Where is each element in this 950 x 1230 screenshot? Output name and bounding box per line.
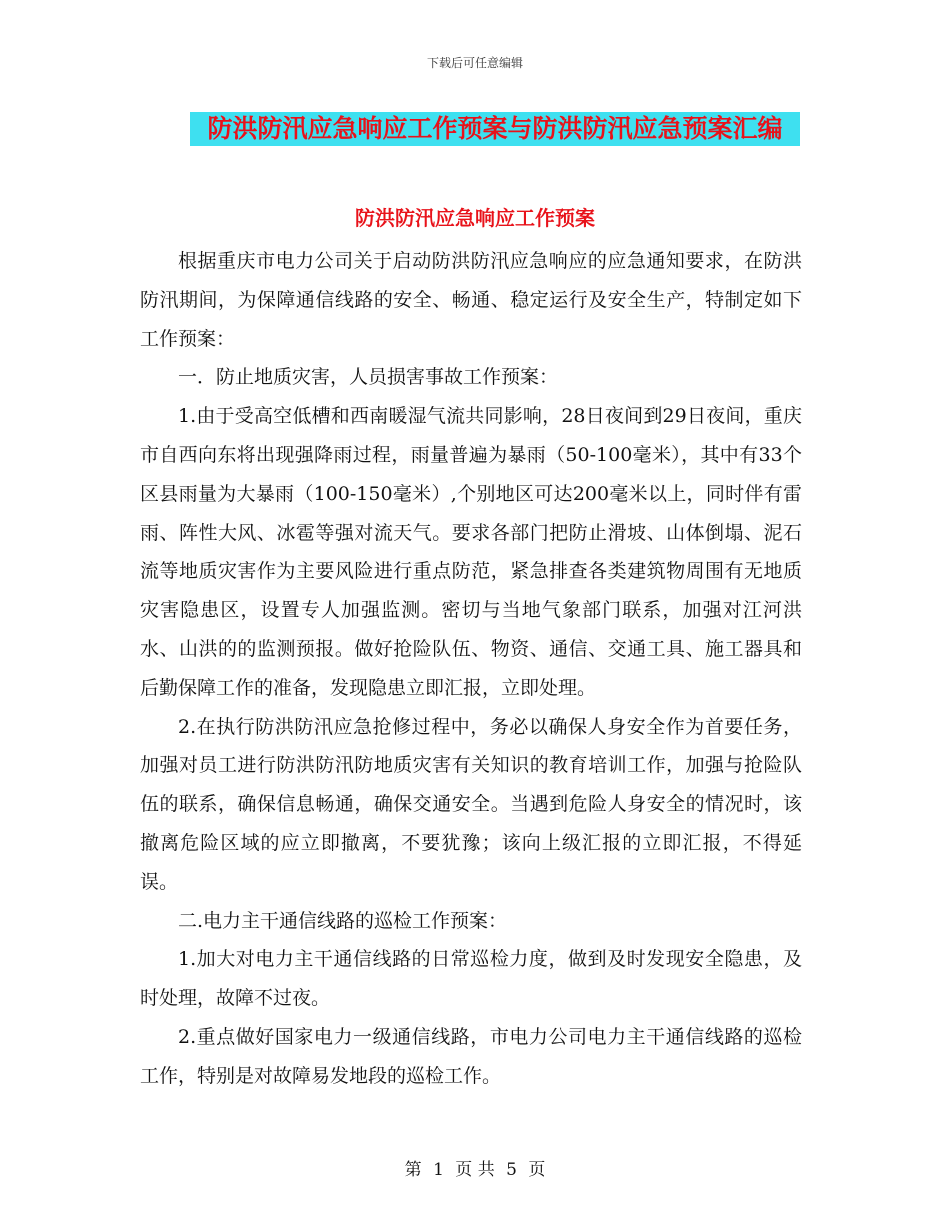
page-prefix: 第 bbox=[404, 1160, 422, 1180]
paragraph-section-2-item-2: 2.重点做好国家电力一级通信线路，市电力公司电力主干通信线路的巡检工作，特别是对故障易发地段的巡检工作。 bbox=[140, 1025, 802, 1087]
document-body bbox=[140, 242, 802, 1096]
header-note: 下载后可任意编辑 bbox=[426, 56, 523, 70]
paragraph-intro: 根据重庆市电力公司关于启动防洪防汛应急响应的应急通知要求，在防洪防汛期间，为保障通信线路的安全、畅通、稳定运行及安全生产，特制定如下工作预案： bbox=[140, 250, 802, 350]
paragraph-section-1-item-1: 1.由于受高空低槽和西南暖湿气流共同影响，28日夜间到29日夜间，重庆市自西向东将出现强降雨过程，雨量普遍为暴雨（50-100毫米），其中有33个区县雨量为大暴雨（100-150毫米）,个别地区可达200毫米以上，同时伴有雷雨、阵性大风、冰雹等强对流天气。要求各部门把防止滑坡、山体倒塌、泥石流等地质灾害作为主要风险进行重点防范，紧急排查各类建筑物周围有无地质灾害隐患区，设置专人加强监测。密切与当地气象部门联系，加强对江河洪水、山洪的的监测预报。做好抢险队伍、物资、通信、交通工具、施工器具和后勤保障工作的准备，发现隐患立即汇报，立即处理。 bbox=[140, 405, 802, 699]
paragraph-section-1-heading: 一．防止地质灾害，人员损害事故工作预案： bbox=[178, 366, 559, 389]
page-current: 1 bbox=[433, 1160, 444, 1180]
page-mid: 页 共 bbox=[455, 1160, 495, 1180]
paragraph-section-2-heading: 二.电力主干通信线路的巡检工作预案： bbox=[178, 909, 508, 932]
paragraph-section-1-item-2: 2.在执行防洪防汛应急抢修过程中，务必以确保人身安全作为首要任务，加强对员工进行防洪防汛防地质灾害有关知识的教育培训工作，加强与抢险队伍的联系，确保信息畅通，确保交通安全。当遇到危险人身安全的情况时，该撤离危险区域的应立即撤离，不要犹豫；该向上级汇报的立即汇报，不得延误。 bbox=[140, 715, 802, 893]
paragraph-section-2-item-1: 1.加大对电力主干通信线路的日常巡检力度，做到及时发现安全隐患，及时处理，故障不过夜。 bbox=[140, 948, 802, 1010]
main-title: 防洪防汛应急响应工作预案与防洪防汛应急预案汇编 bbox=[190, 112, 800, 146]
page-total: 5 bbox=[506, 1160, 517, 1180]
sub-title: 防洪防汛应急响应工作预案 bbox=[355, 206, 595, 230]
page-footer bbox=[0, 1155, 950, 1180]
page-suffix: 页 bbox=[528, 1160, 546, 1180]
